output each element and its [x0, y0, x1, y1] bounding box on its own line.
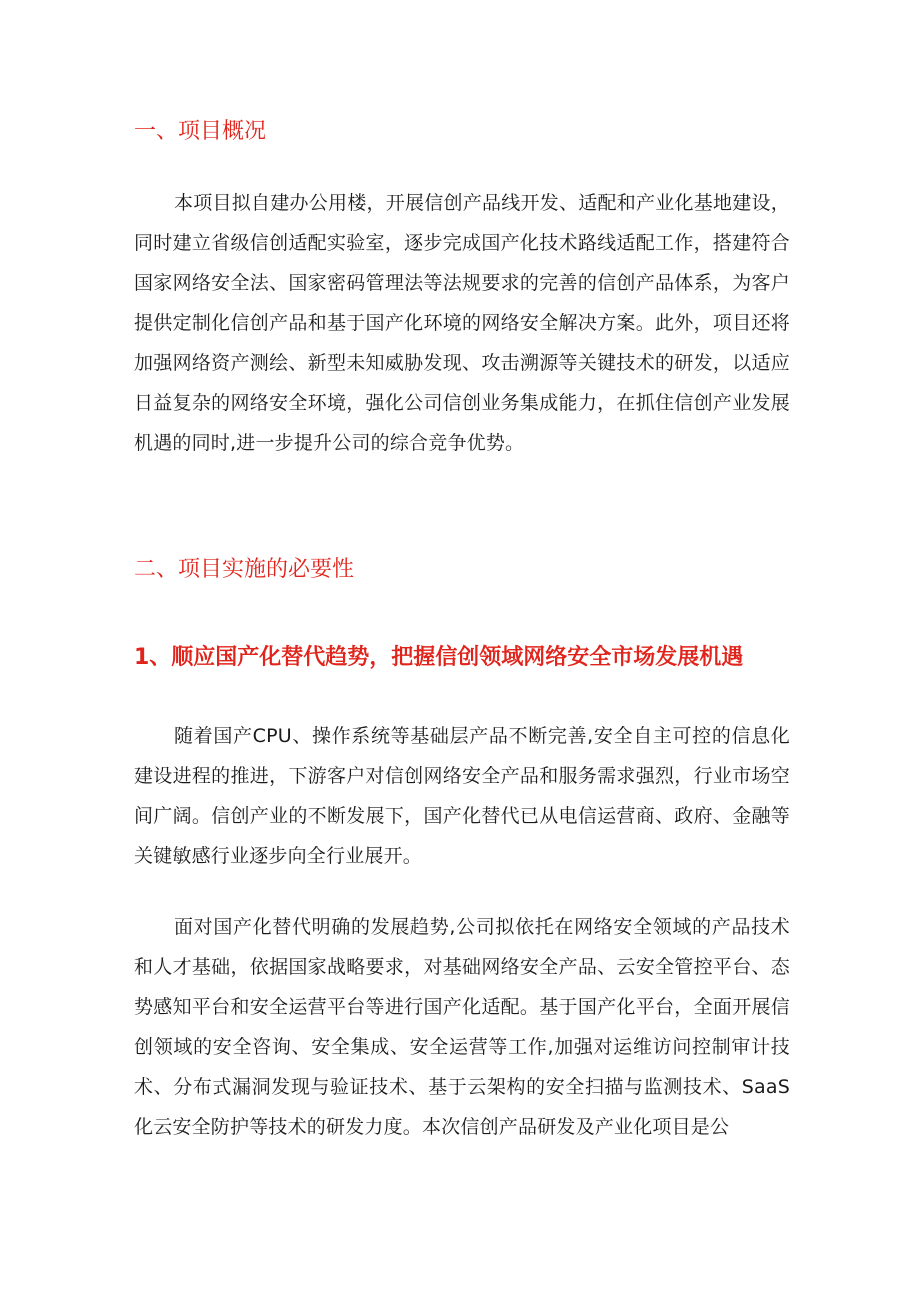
section-heading-overview: 一、项目概况 [134, 119, 267, 144]
section-heading-necessity: 二、项目实施的必要性 [134, 557, 355, 582]
paragraph-overview: 本项目拟自建办公用楼，开展信创产品线开发、适配和产业化基地建设，同时建立省级信创适配实验室，逐步完成国产化技术路线适配工作，搭建符合国家网络安全法、国家密码管理法等法规要求的完善的信创产品体系，为客户提供定制化信创产品和基于国产化环境的网络安全解决方案。此外，项目还将加强网络资产测绘、新型未知威胁发现、攻击溯源等关键技术的研发，以适应日益复杂的网络安全环境，强化公司信创业务集成能力，在抓住信创产业发展机遇的同时,进一步提升公司的综合竞争优势。 [134, 192, 790, 454]
subsection-heading-localization: 1、顺应国产化替代趋势，把握信创领域网络安全市场发展机遇 [134, 645, 744, 670]
paragraph-localization-market: 随着国产CPU、操作系统等基础层产品不断完善,安全自主可控的信息化建设进程的推进，下游客户对信创网络安全产品和服务需求强烈，行业市场空间广阔。信创产业的不断发展下，国产化替代已从电信运营商、政府、金融等关键敏感行业逐步向全行业展开。 [134, 725, 790, 867]
paragraph-company-plan: 面对国产化替代明确的发展趋势,公司拟依托在网络安全领域的产品技术和人才基础，依据国家战略要求，对基础网络安全产品、云安全管控平台、态势感知平台和安全运营平台等进行国产化适配。基于国产化平台，全面开展信创领域的安全咨询、安全集成、安全运营等工作,加强对运维访问控制审计技术、分布式漏洞发现与验证技术、基于云架构的安全扫描与监测技术、SaaS化云安全防护等技术的研发力度。本次信创产品研发及产业化项目是公 [134, 916, 790, 1138]
